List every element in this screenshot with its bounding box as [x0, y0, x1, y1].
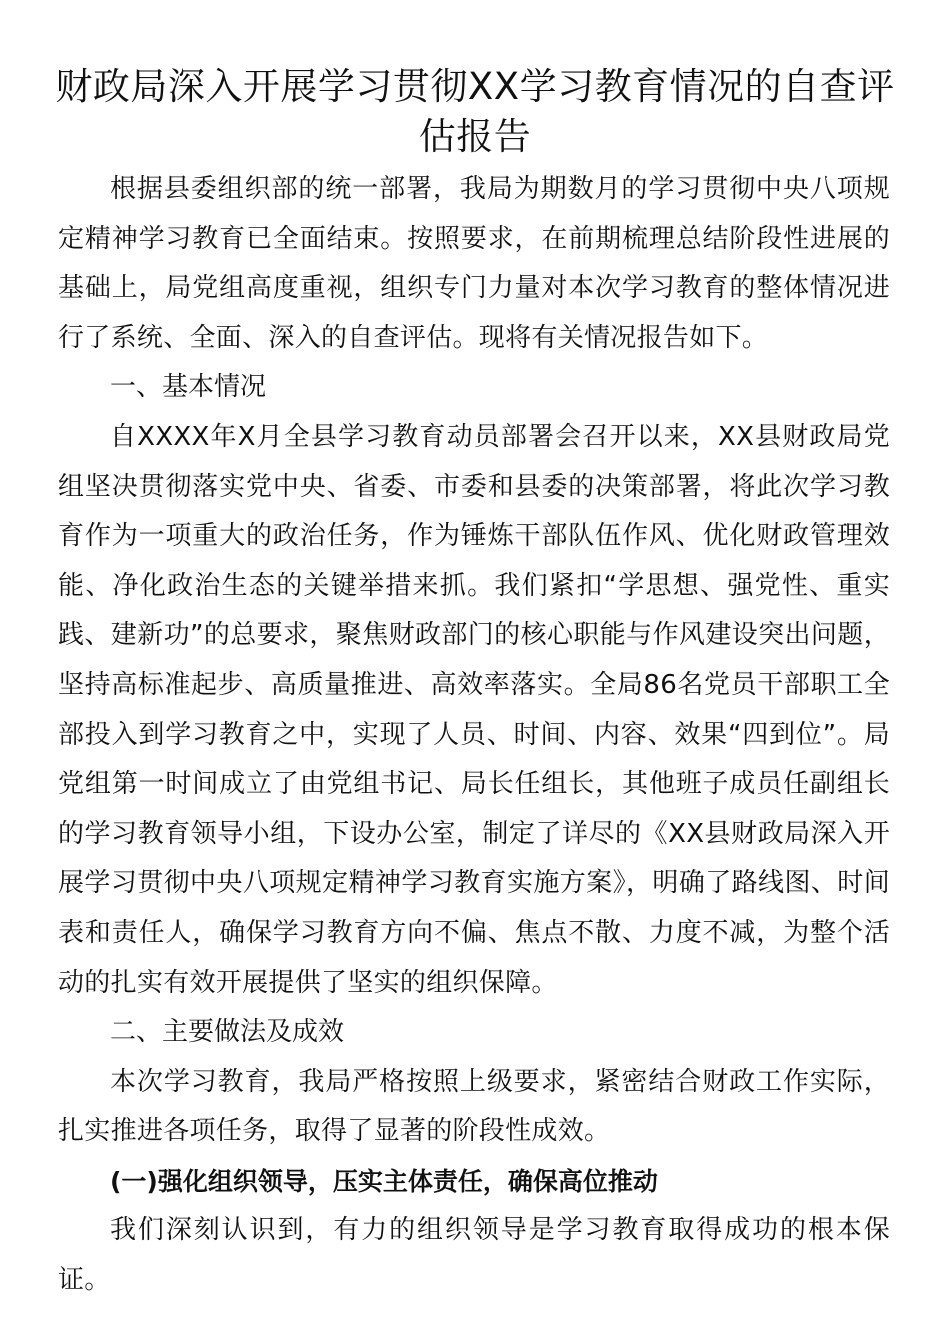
main-practices-paragraph: 本次学习教育，我局严格按照上级要求，紧密结合财政工作实际，扎实推进各项任务，取得了显著的阶段性成效。: [58, 1066, 890, 1147]
section-heading-basic-situation: 一、基本情况: [110, 372, 267, 403]
subsection-heading-leadership: (一)强化组织领导，压实主体责任，确保高位推动: [110, 1166, 658, 1196]
document-title: 财政局深入开展学习贯彻XX学习教育情况的自查评估报告: [55, 65, 895, 158]
leadership-paragraph: 我们深刻认识到，有力的组织领导是学习教育取得成功的根本保证。: [58, 1215, 890, 1296]
intro-paragraph: 根据县委组织部的统一部署，我局为期数月的学习贯彻中央八项规定精神学习教育已全面结束。按照要求，在前期梳理总结阶段性进展的基础上，局党组高度重视，组织专门力量对本次学习教育的整体情况进行了系统、全面、深入的自查评估。现将有关情况报告如下。: [58, 174, 890, 353]
document-body: [58, 165, 890, 1306]
section-heading-main-practices: 二、主要做法及成效: [110, 1017, 345, 1048]
basic-situation-paragraph: 自XXXX年X月全县学习教育动员部署会召开以来，XX县财政局党组坚决贯彻落实党中央、省委、市委和县委的决策部署，将此次学习教育作为一项重大的政治任务，作为锤炼干部队伍作风、优化财政管理效能、净化政治生态的关键举措来抓。我们紧扣“学思想、强党性、重实践、建新功”的总要求，聚焦财政部门的核心职能与作风建设突出问题，坚持高标准起步、高质量推进、高效率落实。全局86名党员干部职工全部投入到学习教育之中，实现了人员、时间、内容、效果“四到位”。局党组第一时间成立了由党组书记、局长任组长，其他班子成员任副组长的学习教育领导小组，下设办公室，制定了详尽的《XX县财政局深入开展学习贯彻中央八项规定精神学习教育实施方案》，明确了路线图、时间表和责任人，确保学习教育方向不偏、焦点不散、力度不减，为整个活动的扎实有效开展提供了坚实的组织保障。: [58, 421, 890, 998]
